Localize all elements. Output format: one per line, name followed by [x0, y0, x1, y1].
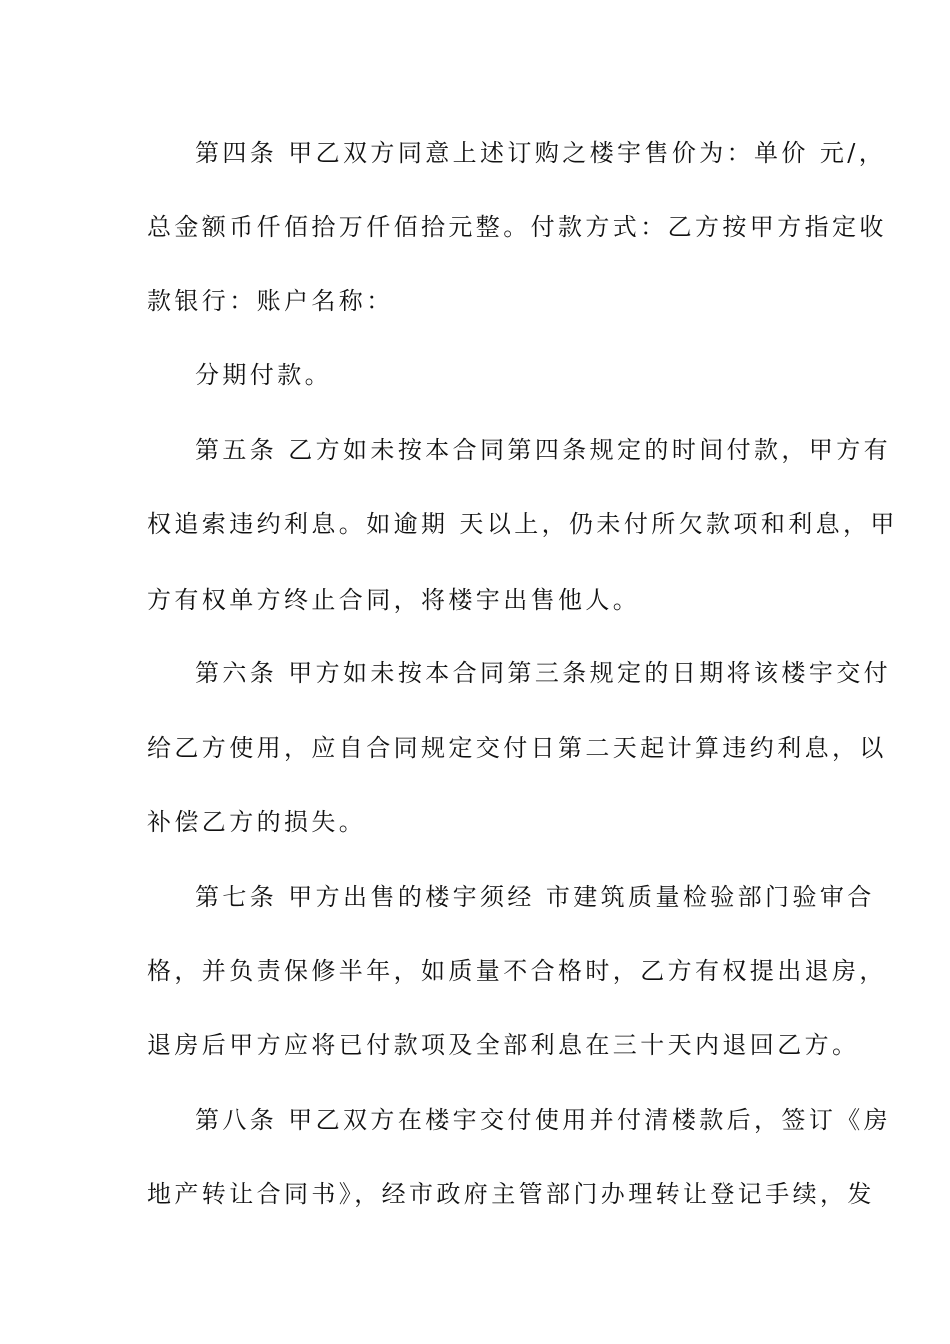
article-7-line-3: 退房后甲方应将已付款项及全部利息在三十天内退回乙方。: [147, 1031, 860, 1059]
article-6-line-3: 补偿乙方的损失。: [147, 808, 367, 836]
article-4-line-2: 总金额币仟佰拾万仟佰拾元整。付款方式：乙方按甲方指定收: [147, 213, 887, 241]
article-5-line-1: 第五条 乙方如未按本合同第四条规定的时间付款，甲方有: [195, 436, 892, 464]
article-5-line-3: 方有权单方终止合同，将楼宇出售他人。: [147, 586, 641, 614]
article-4-line-3: 款银行：账户名称：: [147, 287, 394, 315]
article-6-line-2: 给乙方使用，应自合同规定交付日第二天起计算违约利息，以: [147, 734, 887, 762]
article-6-line-1: 第六条 甲方如未按本合同第三条规定的日期将该楼宇交付: [195, 659, 892, 687]
article-8-line-2: 地产转让合同书》，经市政府主管部门办理转让登记手续，发: [147, 1180, 875, 1208]
article-4-line-1: 第四条 甲乙双方同意上述订购之楼宇售价为：单价 元/，: [195, 139, 887, 167]
installment-line-1: 分期付款。: [195, 361, 332, 389]
article-7-line-1: 第七条 甲方出售的楼宇须经 市建筑质量检验部门验审合: [195, 883, 875, 911]
article-8-line-1: 第八条 甲乙双方在楼宇交付使用并付清楼款后，签订《房: [195, 1106, 892, 1134]
article-7-line-2: 格，并负责保修半年，如质量不合格时，乙方有权提出退房，: [147, 957, 887, 985]
article-5-line-2: 权追索违约利息。如逾期 天以上，仍未付所欠款项和利息，甲: [147, 510, 898, 538]
